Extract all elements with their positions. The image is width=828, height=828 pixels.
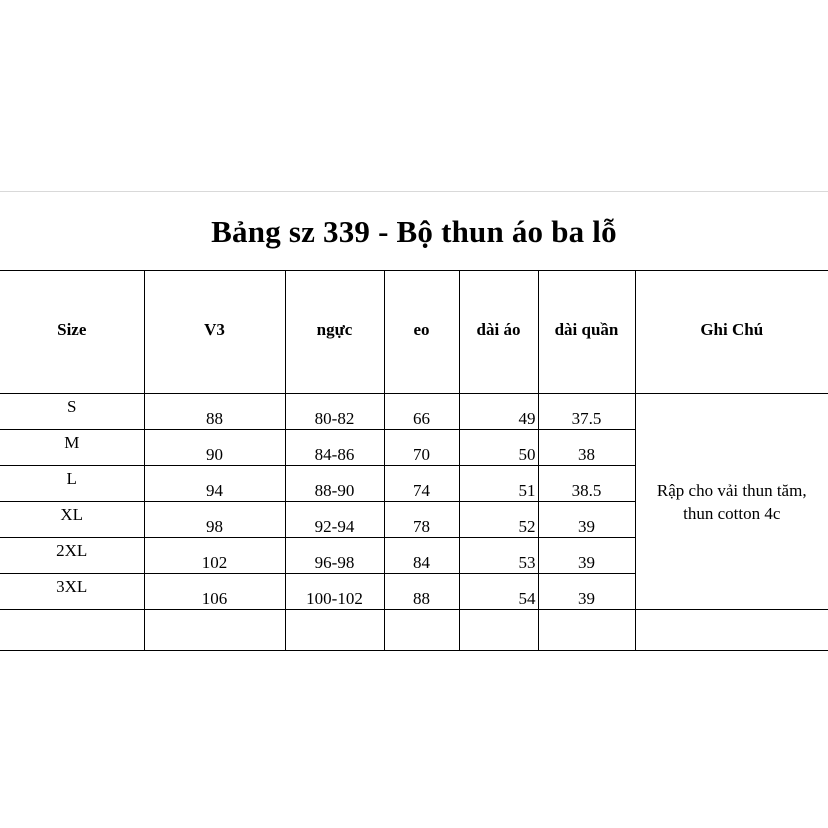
cell-eo: 78 xyxy=(384,502,459,538)
cell-nguc: 96-98 xyxy=(285,538,384,574)
cell-dai-ao: 54 xyxy=(459,574,538,610)
header-dai-quan: dài quần xyxy=(538,271,635,394)
empty-row xyxy=(0,610,828,651)
cell-dai-quan: 37.5 xyxy=(538,394,635,430)
empty-cell xyxy=(459,610,538,651)
cell-size: L xyxy=(0,466,144,502)
header-row xyxy=(0,271,828,394)
empty-cell xyxy=(285,610,384,651)
table-row xyxy=(0,394,828,430)
cell-v3: 102 xyxy=(144,538,285,574)
cell-size: XL xyxy=(0,502,144,538)
header-eo: eo xyxy=(384,271,459,394)
cell-eo: 70 xyxy=(384,430,459,466)
cell-eo: 84 xyxy=(384,538,459,574)
cell-dai-quan: 39 xyxy=(538,574,635,610)
cell-size: M xyxy=(0,430,144,466)
empty-cell xyxy=(538,610,635,651)
cell-dai-ao: 51 xyxy=(459,466,538,502)
cell-nguc: 80-82 xyxy=(285,394,384,430)
cell-dai-ao: 53 xyxy=(459,538,538,574)
cell-dai-quan: 38 xyxy=(538,430,635,466)
cell-eo: 66 xyxy=(384,394,459,430)
cell-size: 2XL xyxy=(0,538,144,574)
cell-v3: 98 xyxy=(144,502,285,538)
cell-v3: 88 xyxy=(144,394,285,430)
cell-dai-quan: 38.5 xyxy=(538,466,635,502)
size-table xyxy=(0,270,828,651)
cell-dai-ao: 50 xyxy=(459,430,538,466)
header-ghi-chu: Ghi Chú xyxy=(635,271,828,394)
empty-cell xyxy=(144,610,285,651)
cell-dai-quan: 39 xyxy=(538,538,635,574)
header-v3: V3 xyxy=(144,271,285,394)
cell-nguc: 88-90 xyxy=(285,466,384,502)
cell-dai-ao: 49 xyxy=(459,394,538,430)
cell-eo: 88 xyxy=(384,574,459,610)
cell-nguc: 84-86 xyxy=(285,430,384,466)
cell-v3: 90 xyxy=(144,430,285,466)
cell-nguc: 92-94 xyxy=(285,502,384,538)
header-nguc: ngực xyxy=(285,271,384,394)
empty-cell xyxy=(635,610,828,651)
chart-title: Bảng sz 339 - Bộ thun áo ba lỗ xyxy=(211,214,617,249)
cell-size: S xyxy=(0,394,144,430)
note-cell: Rập cho vải thun tăm, thun cotton 4c xyxy=(635,394,828,610)
header-size: Size xyxy=(0,271,144,394)
empty-cell xyxy=(384,610,459,651)
header-dai-ao: dài áo xyxy=(459,271,538,394)
cell-dai-ao: 52 xyxy=(459,502,538,538)
cell-v3: 106 xyxy=(144,574,285,610)
cell-size: 3XL xyxy=(0,574,144,610)
size-chart-sheet xyxy=(0,191,828,637)
cell-nguc: 100-102 xyxy=(285,574,384,610)
cell-v3: 94 xyxy=(144,466,285,502)
cell-dai-quan: 39 xyxy=(538,502,635,538)
empty-cell xyxy=(0,610,144,651)
cell-eo: 74 xyxy=(384,466,459,502)
